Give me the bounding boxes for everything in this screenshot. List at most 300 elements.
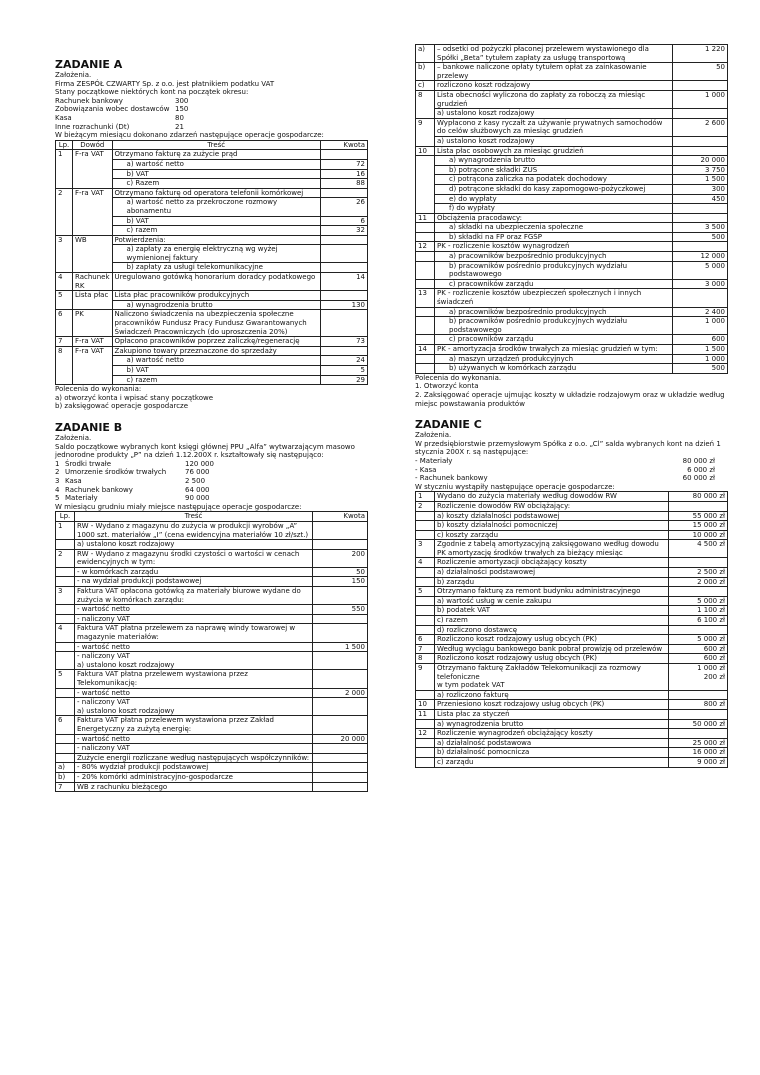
row-lp (416, 252, 435, 262)
row-text: rozliczono koszt rodzajowy (435, 81, 673, 91)
row-amount: 29 (321, 375, 368, 385)
row-text: f) do wypłaty (435, 204, 673, 214)
zadanie-c-balances (415, 457, 728, 483)
row-amount: 16 (321, 169, 368, 179)
row-amount: 300 (673, 184, 728, 194)
row-lp (56, 614, 75, 624)
table-row (56, 188, 368, 198)
table-row (56, 734, 368, 744)
row-amount: 600 zł (669, 654, 728, 664)
row-text: b) pracowników pośrednio produkcyjnych wydziału podstawowego (435, 317, 673, 335)
row-text: c) zarządu (435, 757, 669, 767)
row-amount (313, 652, 368, 670)
row-text: – odsetki od pożyczki płaconej przelewem wystawionego dla Spółki „Beta” tytułem zapłaty za usługę transportową (435, 45, 673, 63)
table-row (416, 279, 728, 289)
row-amount: 12 000 (673, 252, 728, 262)
row-text: a) ustalono koszt rodzajowy (435, 136, 673, 146)
row-text: a) działalność podstawowa (435, 738, 669, 748)
table-row (56, 273, 368, 291)
row-text: - 20% komórki administracyjno-gospodarcze (75, 772, 313, 782)
balance-row (55, 494, 368, 503)
row-lp: 1 (416, 492, 435, 502)
row-lp: 12 (416, 729, 435, 739)
row-amount (321, 235, 368, 245)
row-amount: 14 (321, 273, 368, 291)
zadanie-a (55, 58, 368, 411)
zadanie-b-subtitle: Założenia. (55, 433, 92, 442)
table-row (56, 605, 368, 615)
row-amount: 1 500 (673, 345, 728, 355)
row-lp: 5 (56, 291, 73, 310)
table-row (416, 354, 728, 364)
row-amount: 5 000 zł (669, 596, 728, 606)
balance-value: 90 000 (185, 494, 210, 503)
balance-lp: 3 (55, 476, 60, 485)
row-lp: 9 (416, 664, 435, 691)
row-lp (56, 688, 75, 698)
zadanie-b-task-2: 2. Zaksięgować operacje ujmując koszty w układzie rodzajowym oraz w układzie według miejsc powstawania produktów (415, 390, 727, 408)
zadanie-b-lead: W miesiącu grudniu miały miejsce następujące operacje gospodarcze: (55, 502, 302, 511)
row-text: b) pracowników pośrednio produkcyjnych wydziału podstawowego (435, 261, 673, 279)
row-amount: 16 000 zł (669, 748, 728, 758)
row-lp (416, 364, 435, 374)
table-row (416, 118, 728, 136)
table-row (56, 652, 368, 670)
zadanie-b-continued (415, 44, 728, 408)
table-row (416, 644, 728, 654)
table-row (416, 719, 728, 729)
row-text: d) potrącone składki do kasy zapomogowo-pożyczkowej (435, 184, 673, 194)
row-lp (416, 616, 435, 626)
balance-value: 6 000 zł (687, 465, 715, 474)
row-document: WB (73, 235, 113, 272)
col-header-kwota: Kwota (321, 140, 368, 150)
row-lp (416, 521, 435, 531)
table-row (416, 530, 728, 540)
table-row (56, 346, 368, 356)
table-row (416, 501, 728, 511)
row-amount: 550 (313, 605, 368, 615)
table-row (416, 540, 728, 558)
row-text: a) wynagrodzenia brutto (435, 719, 669, 729)
row-lp: 8 (416, 90, 435, 118)
table-row (56, 549, 368, 567)
table-row (416, 757, 728, 767)
table-row (56, 698, 368, 716)
row-text: a) rozliczono fakturę (435, 690, 669, 700)
balance-lp: 2 (55, 468, 60, 477)
row-amount: 88 (321, 179, 368, 189)
row-text: Otrzymano fakturę za remont budynku administracyjnego (435, 587, 669, 597)
right-column (415, 0, 728, 768)
table-row (416, 45, 728, 63)
row-text: Faktura VAT płatna przelewem za naprawę windy towarowej w magazynie materiałów: (75, 624, 313, 642)
table-row (416, 558, 728, 568)
col-header-lp: Lp. (56, 512, 75, 522)
balance-lp: 5 (55, 494, 60, 503)
row-text: a) ustalono koszt rodzajowy (435, 109, 673, 119)
row-text: c) Razem (112, 179, 320, 189)
row-amount (313, 540, 368, 550)
table-row (56, 150, 368, 160)
col-header-tresc: Treść (75, 512, 313, 522)
row-text: Uregulowano gotówką honorarium doradcy podatkowego (112, 273, 320, 291)
table-row (416, 568, 728, 578)
row-text: - wartość netto (75, 688, 313, 698)
row-amount: 32 (321, 226, 368, 236)
balance-value: 2 500 (185, 476, 206, 485)
row-text: Zakupiono towary przeznaczone do sprzedaży (112, 346, 320, 356)
balance-label: - Kasa (415, 465, 437, 474)
table-row (416, 616, 728, 626)
table-row (416, 232, 728, 242)
balance-lp: 4 (55, 485, 60, 494)
table-row (56, 624, 368, 642)
row-amount: 1 000 (673, 317, 728, 335)
row-amount (321, 188, 368, 198)
row-text: b) składki na FP oraz FGŚP (435, 232, 673, 242)
table-row (56, 744, 368, 754)
balance-row (415, 457, 715, 466)
zadanie-b-balances (55, 460, 368, 503)
row-lp (56, 540, 75, 550)
row-lp: 11 (416, 213, 435, 223)
row-text: b) koszty działalności pomocniczej (435, 521, 669, 531)
row-amount (313, 624, 368, 642)
row-text: Opłacono pracowników poprzez zaliczkę/regenerację (112, 337, 320, 347)
row-lp: c) (416, 81, 435, 91)
row-text: Faktura VAT płatna przelewem wystawiona przez Zakład Energetyczny za zużytą energię: (75, 716, 313, 734)
row-lp (56, 642, 75, 652)
balance-value: 120 000 (185, 459, 214, 468)
row-text: RW - Wydano z magazynu środki czystości o wartości w cenach ewidencyjnych w tym: (75, 549, 313, 567)
balance-value: 80 000 zł (682, 456, 715, 465)
table-row (416, 213, 728, 223)
row-lp: 1 (56, 150, 73, 188)
row-amount: 800 zł (669, 700, 728, 710)
row-amount (669, 587, 728, 597)
row-text: a) wartość netto (112, 159, 320, 169)
table-row (416, 709, 728, 719)
row-text: WB z rachunku bieżącego (75, 782, 313, 792)
row-amount: 3 000 (673, 279, 728, 289)
row-lp: 2 (416, 501, 435, 511)
balance-label: Środki trwałe (65, 459, 112, 468)
zadanie-a-tasks-title: Polecenia do wykonania: (55, 385, 142, 394)
row-text: a) pracowników bezpośrednio produkcyjnych (435, 252, 673, 262)
row-text: - naliczony VAT (75, 744, 313, 754)
row-amount: 6 (321, 216, 368, 226)
row-amount: 6 100 zł (669, 616, 728, 626)
row-text: RW - Wydano z magazynu do zużycia w produkcji wyrobów „A” 1000 szt. materiałów „I” (cena ewidencyjna materiałów 10 zł/szt.) (75, 521, 313, 539)
row-amount: 600 (673, 335, 728, 345)
table-row (416, 511, 728, 521)
balance-row (415, 466, 715, 475)
row-text: Otrzymano fakturę za zużycie prąd (112, 150, 320, 160)
zadanie-c (415, 418, 728, 767)
row-amount (673, 213, 728, 223)
row-amount: 55 000 zł (669, 511, 728, 521)
row-amount: 26 (321, 198, 368, 216)
row-text: c) potrącona zaliczka na podatek dochodowy (435, 175, 673, 185)
table-row (56, 763, 368, 773)
row-text: a) zapłaty za energię elektryczną wg wyżej wymienionej faktury (112, 245, 320, 263)
table-row (416, 63, 728, 81)
zadanie-c-table (415, 491, 728, 767)
row-lp: a) (56, 763, 75, 773)
row-text: - wartość netto (75, 734, 313, 744)
table-row (416, 729, 728, 739)
row-text: b) zarządu (435, 577, 669, 587)
table-row (416, 635, 728, 645)
row-text: - w komórkach zarządu (75, 567, 313, 577)
row-lp (416, 354, 435, 364)
col-header-lp: Lp. (56, 140, 73, 150)
row-text: b) zapłaty za usługi telekomunikacyjne (112, 263, 320, 273)
table-row (416, 156, 728, 166)
row-amount (313, 670, 368, 688)
row-lp (416, 223, 435, 233)
zadanie-a-task-1: a) otworzyć konta i wpisać stany początkowe (55, 393, 214, 402)
balance-value: 21 (175, 122, 184, 131)
table-row (416, 165, 728, 175)
zadanie-b-intro: Saldo początkowe wybranych kont księgi głównej PPU „Alfa” wytwarzającym masowo jednorodne produkty „P” na dzień 1.12.200X r. kształtowały się następująco: (55, 442, 358, 460)
row-text: Rozliczenie wynagrodzeń obciążający koszty (435, 729, 669, 739)
row-text: - wartość netto (75, 605, 313, 615)
balance-value: 150 (175, 105, 189, 114)
row-amount (321, 150, 368, 160)
balance-label: Kasa (55, 113, 72, 122)
row-amount (313, 744, 368, 754)
table-row (416, 289, 728, 307)
row-amount: 24 (321, 356, 368, 366)
zadanie-c-intro: W przedsiębiorstwie przemysłowym Spółka z o.o. „Cl” salda wybranych kont na dzień 1 stycznia 200X r. są następujące: (415, 439, 724, 457)
row-text: - 80% wydział produkcji podstawowej (75, 763, 313, 773)
row-amount: 450 (673, 194, 728, 204)
row-document: F-ra VAT (73, 150, 113, 188)
row-text: b) używanych w komórkach zarządu (435, 364, 673, 374)
balance-value: 80 (175, 113, 184, 122)
row-lp: 10 (416, 700, 435, 710)
balance-row (55, 114, 368, 123)
row-amount (673, 289, 728, 307)
zadanie-a-table (55, 140, 368, 385)
table-row (56, 688, 368, 698)
table-row (416, 146, 728, 156)
row-amount (321, 310, 368, 337)
row-lp: 13 (416, 289, 435, 307)
row-lp: 7 (56, 337, 73, 347)
row-amount: 1 500 (673, 175, 728, 185)
row-text: b) działalność pomocnicza (435, 748, 669, 758)
table-row (416, 242, 728, 252)
balance-value: 64 000 (185, 485, 210, 494)
row-amount: 20 000 (313, 734, 368, 744)
table-row (56, 782, 368, 792)
row-amount (313, 772, 368, 782)
balance-row (55, 105, 368, 114)
row-lp: 5 (416, 587, 435, 597)
row-document: F-ra VAT (73, 346, 113, 384)
row-lp: 6 (56, 310, 73, 337)
table-row (416, 175, 728, 185)
row-text: Otrzymano fakturę od operatora telefonii komórkowej (112, 188, 320, 198)
row-text: a) składki na ubezpieczenia społeczne (435, 223, 673, 233)
row-text: PK - rozliczenie kosztów wynagrodzeń (435, 242, 673, 252)
row-text: b) VAT (112, 366, 320, 376)
zadanie-b-tasks-title: Polecenia do wykonania. (415, 373, 502, 382)
table-row (416, 690, 728, 700)
row-text: a) wartość netto (112, 356, 320, 366)
row-amount (313, 698, 368, 716)
row-lp: 5 (56, 670, 75, 688)
zadanie-a-lead: W bieżącym miesiącu dokonano zdarzeń następujące operacje gospodarcze: (55, 131, 324, 140)
row-lp (416, 307, 435, 317)
row-amount (669, 558, 728, 568)
row-lp (416, 625, 435, 635)
row-lp: 3 (56, 235, 73, 272)
table-row (416, 90, 728, 108)
zadanie-b-table-continued (415, 44, 728, 374)
row-amount (313, 716, 368, 734)
zadanie-a-title: ZADANIE A (55, 58, 123, 71)
row-text: a) działalności podstawowej (435, 568, 669, 578)
balance-row (55, 468, 368, 477)
table-row (416, 521, 728, 531)
row-text: Rozliczenie amortyzacji obciążający koszty (435, 558, 669, 568)
balance-value: 76 000 (185, 468, 210, 477)
row-amount: 1 220 (673, 45, 728, 63)
row-lp (416, 738, 435, 748)
row-text: Otrzymano fakturę Zakładów Telekomunikacji za rozmowy telefoniczne w tym podatek VAT (435, 664, 669, 691)
left-column (55, 0, 368, 792)
row-document: F-ra VAT (73, 188, 113, 235)
row-lp: 6 (416, 635, 435, 645)
row-amount: 1 100 zł (669, 606, 728, 616)
row-text: Zgodnie z tabelą amortyzacyjną zaksięgowano według dowodu PK amortyzację środków trwałych za bieżący miesiąc (435, 540, 669, 558)
row-text: a) wartość usług w cenie zakupu (435, 596, 669, 606)
row-lp: 7 (56, 782, 75, 792)
table-row (416, 184, 728, 194)
row-amount (313, 614, 368, 624)
row-text: - naliczony VAT a) ustalono koszt rodzajowy (75, 652, 313, 670)
balance-label: Kasa (65, 476, 82, 485)
row-amount: 200 (313, 549, 368, 567)
table-row (56, 716, 368, 734)
row-amount (321, 245, 368, 263)
row-lp: b) (56, 772, 75, 782)
row-text: Rozliczono koszt rodzajowy usług obcych (PK) (435, 635, 669, 645)
row-amount (673, 81, 728, 91)
row-amount: 3 500 (673, 223, 728, 233)
table-row (56, 577, 368, 587)
table-row (56, 772, 368, 782)
row-lp: 3 (56, 587, 75, 605)
table-row (416, 317, 728, 335)
row-amount: 500 (673, 364, 728, 374)
row-amount: 1 000 (673, 354, 728, 364)
row-lp (416, 596, 435, 606)
row-lp (56, 567, 75, 577)
row-lp: 8 (416, 654, 435, 664)
row-amount: 73 (321, 337, 368, 347)
row-lp: 6 (56, 716, 75, 734)
balance-row (415, 474, 715, 483)
row-amount: 2 000 (313, 688, 368, 698)
row-lp: 8 (56, 346, 73, 384)
table-row (416, 223, 728, 233)
row-amount: 50 000 zł (669, 719, 728, 729)
row-amount: 9 000 zł (669, 757, 728, 767)
table-row (416, 587, 728, 597)
row-amount: 2 500 zł (669, 568, 728, 578)
row-text: a) ustalono koszt rodzajowy (75, 540, 313, 550)
zadanie-c-lead: W styczniu wystąpiły następujące operacje gospodarcze: (415, 482, 615, 491)
row-text: c) razem (112, 375, 320, 385)
row-lp (416, 748, 435, 758)
balance-value: 300 (175, 96, 189, 105)
balance-row (55, 123, 368, 132)
table-row (416, 748, 728, 758)
zadanie-c-subtitle: Założenia. (415, 431, 452, 440)
row-amount: 2 600 (673, 118, 728, 136)
table-row (416, 738, 728, 748)
table-row (56, 670, 368, 688)
row-text: c) razem (112, 226, 320, 236)
row-text: - na wydział produkcji podstawowej (75, 577, 313, 587)
table-row (416, 81, 728, 91)
row-text: - wartość netto (75, 642, 313, 652)
table-row (416, 345, 728, 355)
row-amount (669, 729, 728, 739)
table-row (56, 337, 368, 347)
row-lp (416, 568, 435, 578)
row-lp (56, 753, 75, 763)
row-lp (56, 734, 75, 744)
row-lp (56, 698, 75, 716)
row-lp: 4 (56, 624, 75, 642)
row-text: c) pracowników zarządu (435, 335, 673, 345)
row-text: Przeniesiono koszt rodzajowy usług obcych (PK) (435, 700, 669, 710)
table-row (416, 194, 728, 204)
row-text: Lista płac osobowych za miesiąc grudzień (435, 146, 673, 156)
row-text: PK - rozliczenie kosztów ubezpieczeń społecznych i innych świadczeń (435, 289, 673, 307)
row-amount: 1 500 (313, 642, 368, 652)
table-row (56, 291, 368, 301)
row-text: d) rozliczono dostawcę (435, 625, 669, 635)
row-amount: 1 000 zł 200 zł (669, 664, 728, 691)
row-amount: 3 750 (673, 165, 728, 175)
row-amount (313, 521, 368, 539)
zadanie-c-title: ZADANIE C (415, 418, 482, 432)
row-amount (673, 204, 728, 214)
row-text: c) koszty zarządu (435, 530, 669, 540)
row-amount: 1 000 (673, 90, 728, 108)
balance-label: - Materiały (415, 456, 453, 465)
balance-label: Materiały (65, 494, 98, 503)
row-amount (673, 136, 728, 146)
row-lp (416, 511, 435, 521)
row-text: Rozliczono koszt rodzajowy usług obcych (PK) (435, 654, 669, 664)
row-text: Według wyciągu bankowego bank pobrał prowizję od przelewów (435, 644, 669, 654)
row-amount (673, 146, 728, 156)
table-row (416, 606, 728, 616)
row-amount: 150 (313, 577, 368, 587)
table-row (416, 335, 728, 345)
row-lp (416, 279, 435, 289)
balance-label: Rachunek bankowy (55, 96, 123, 105)
row-lp (416, 261, 435, 279)
